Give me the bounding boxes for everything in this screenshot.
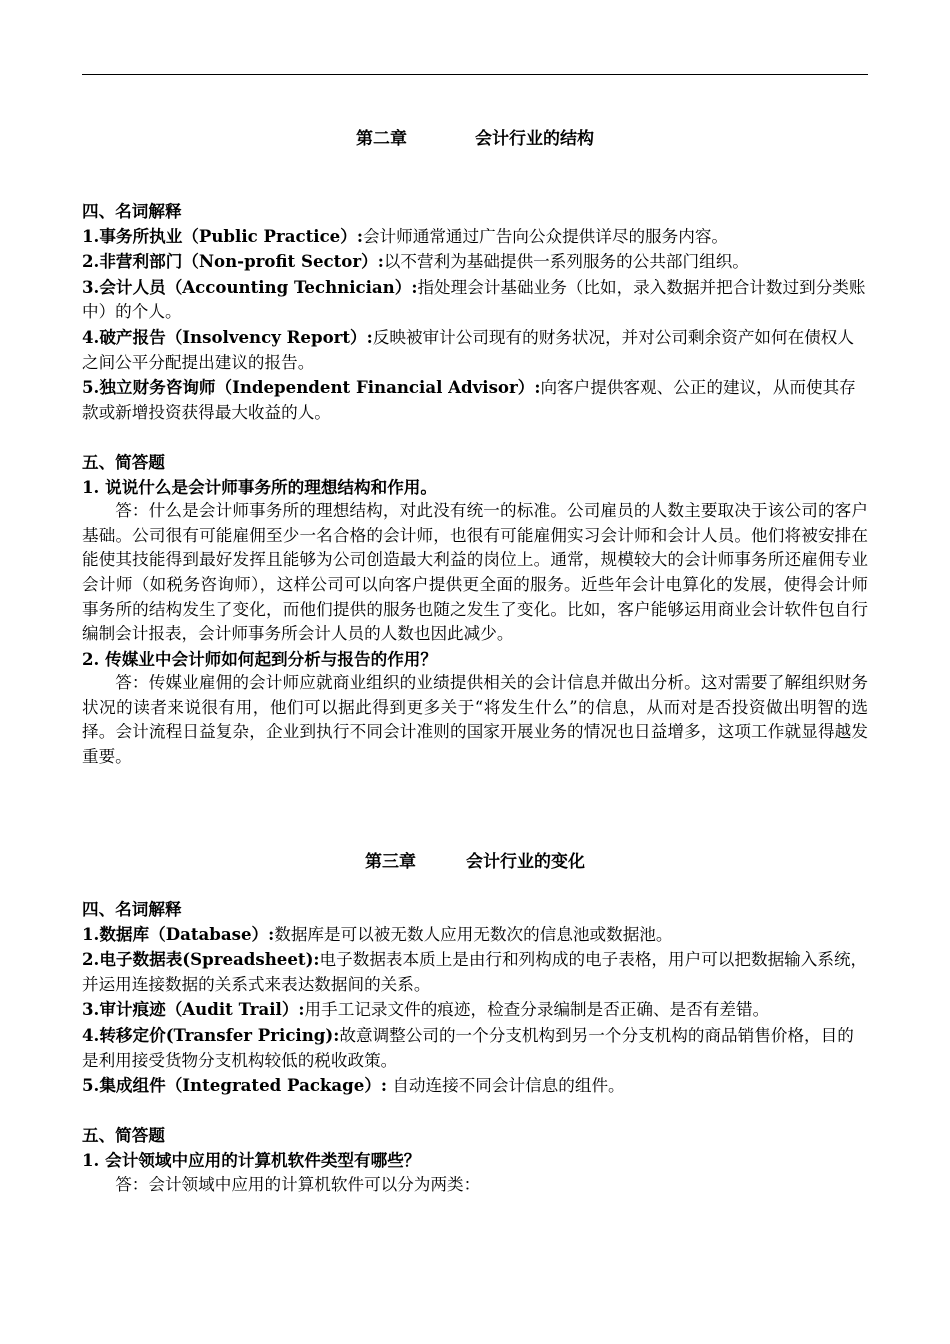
question: 2. 传媒业中会计师如何起到分析与报告的作用？ <box>82 648 437 669</box>
term-label: 1.事务所执业（Public Practice）: <box>82 225 363 246</box>
chapter-2-body <box>82 199 868 770</box>
term-label: 1.数据库（Database）: <box>82 923 275 944</box>
chapter-3-number: 第三章 <box>365 852 416 872</box>
chapter-3-title: 会计行业的变化 <box>466 852 585 872</box>
term-label: 5.独立财务咨询师（Independent Financial Advisor）: <box>82 377 541 398</box>
answer: 答：会计领域中应用的计算机软件可以分为两类： <box>115 1174 481 1194</box>
term-label: 3.审计痕迹（Audit Trail）: <box>82 999 305 1020</box>
term-definition: 自动连接不同会计信息的组件。 <box>387 1076 625 1096</box>
term-entry <box>82 275 868 325</box>
term-entry <box>82 997 868 1023</box>
qa-heading: 五、简答题 <box>82 1125 165 1146</box>
chapter-3-heading <box>0 847 950 872</box>
term-label: 5.集成组件（Integrated Package）: <box>82 1075 388 1096</box>
term-entry <box>82 1023 868 1073</box>
qa-heading: 五、简答题 <box>82 451 165 472</box>
term-entry <box>82 1073 868 1099</box>
term-definition: 数据库是可以被无数人应用无数次的信息池或数据池。 <box>274 924 673 944</box>
term-definition: 用手工记录文件的痕迹，检查分录编制是否正确、是否有差错。 <box>304 1000 770 1020</box>
term-label: 2.电子数据表(Spreadsheet): <box>82 949 320 970</box>
term-entry <box>82 947 868 997</box>
term-label: 2.非营利部门（Non-profit Sector）: <box>82 251 384 272</box>
question: 1. 会计领域中应用的计算机软件类型有哪些？ <box>82 1149 421 1170</box>
term-definition: 会计师通常通过广告向公众提供详尽的服务内容。 <box>362 226 729 246</box>
chapter-2-heading <box>0 124 950 149</box>
term-entry <box>82 224 868 250</box>
terms-heading: 四、名词解释 <box>82 899 182 919</box>
question: 1. 说说什么是会计师事务所的理想结构和作用。 <box>82 476 437 497</box>
term-definition: 电子数据表本质上是由行和列构成的电子表格，用户可以把数据输入系统，并运用连接数据的关系式来表达数据间的关系。 <box>82 950 868 994</box>
term-label: 4.破产报告（Insolvency Report）: <box>82 326 373 347</box>
term-label: 3.会计人员（Accounting Technician）: <box>82 276 418 297</box>
term-definition: 故意调整公司的一个分支机构到另一个分支机构的商品销售价格，目的是利用接受货物分支机构较低的税收政策。 <box>82 1025 854 1070</box>
term-definition: 指处理会计基础业务（比如，录入数据并把合计数过到分类账中）的个人。 <box>82 277 866 322</box>
term-entry <box>82 325 868 375</box>
term-definition: 以不营利为基础提供一系列服务的公共部门组织。 <box>383 252 749 272</box>
chapter-3-body <box>82 897 868 1197</box>
chapter-2-number: 第二章 <box>356 129 407 149</box>
term-definition: 反映被审计公司现有的财务状况，并对公司剩余资产如何在债权人之间公平分配提出建议的报告。 <box>82 327 854 372</box>
terms-heading: 四、名词解释 <box>82 201 182 221</box>
term-entry <box>82 249 868 275</box>
term-entry <box>82 922 868 948</box>
answer: 答：什么是会计师事务所的理想结构，对此没有统一的标准。公司雇员的人数主要取决于该公司的客户基础。公司很有可能雇佣至少一名合格的会计师，也很有可能雇佣实习会计师和会计人员。他们将被安排在能使其技能得到最好发挥且能够为公司创造最大利益的岗位上。通常，规模较大的会计师事务所还雇佣专业会计师（如税务咨询师），这样公司可以向客户提供更全面的服务。近些年会计电算化的发展，使得会计师事务所的结构发生了变化，而他们提供的服务也随之发生了变化。比如，客户能够运用商业会计软件包自行编制会计报表，会计师事务所会计人员的人数也因此减少。 <box>82 501 868 644</box>
term-entry <box>82 375 868 425</box>
chapter-2-title: 会计行业的结构 <box>475 129 594 149</box>
term-label: 4.转移定价(Transfer Pricing): <box>82 1024 340 1045</box>
header-rule <box>82 74 868 75</box>
term-definition: 向客户提供客观、公正的建议，从而使其存款或新增投资获得最大收益的人。 <box>82 378 856 422</box>
answer: 答：传媒业雇佣的会计师应就商业组织的业绩提供相关的会计信息并做出分析。这对需要了解组织财务状况的读者来说很有用，他们可以据此得到更多关于“将发生什么”的信息，从而对是否投资做出明智的选择。会计流程日益复杂，企业到执行不同会计准则的国家开展业务的情况也日益增多，这项工作就显得越发重要。 <box>82 673 868 767</box>
